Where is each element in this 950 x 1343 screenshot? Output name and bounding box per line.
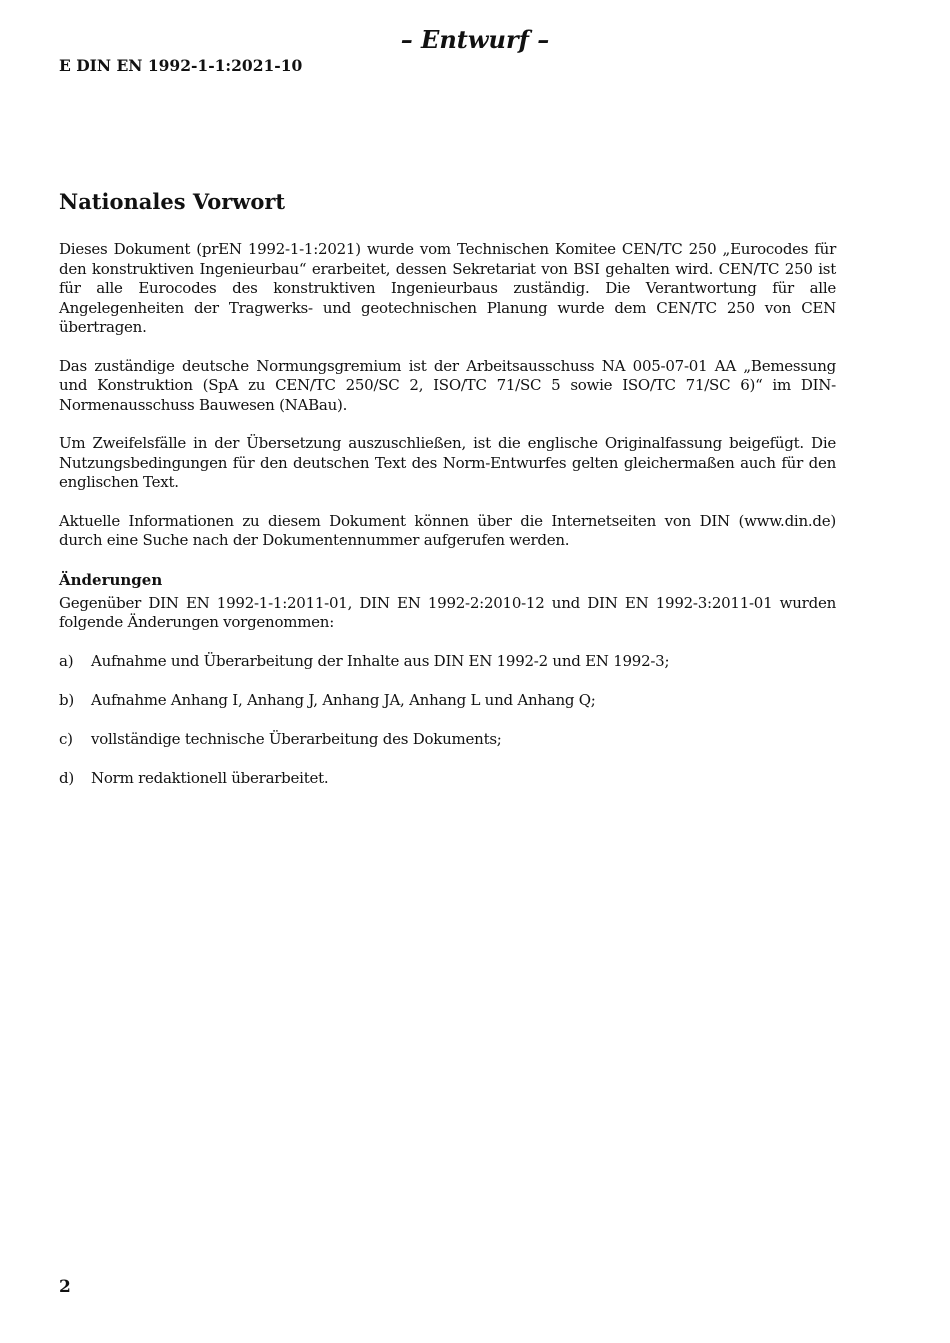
list-item-text: Aufnahme Anhang I, Anhang J, Anhang JA, Anhang L und Anhang Q; xyxy=(91,690,596,709)
list-item-marker: a) xyxy=(59,651,74,670)
section-title-nationales-vorwort: Nationales Vorwort xyxy=(59,189,286,214)
page-content xyxy=(59,188,836,808)
foreword-paragraph-2: Das zuständige deutsche Normungsgremium ist der Arbeitsausschuss NA 005-07-01 AA „Bemessung und Konstruktion (SpA zu CEN/TC 250/SC 2, ISO/TC 71/SC 5 sowie ISO/TC 71/SC 6)“ im DIN-Normenausschuss Bauwesen (NABau). xyxy=(59,356,836,414)
list-item-text: Norm redaktionell überarbeitet. xyxy=(91,768,329,787)
list-item xyxy=(59,769,836,789)
changes-list xyxy=(59,652,836,789)
list-item-marker: d) xyxy=(59,768,74,787)
draft-label: – Entwurf – xyxy=(400,25,550,54)
foreword-paragraph-3: Um Zweifelsfälle in der Übersetzung auszuschließen, ist die englische Originalfassung beigefügt. Die Nutzungsbedingungen für den deutschen Text des Norm-Entwurfes gelten gleichermaßen auch für den englischen Text. xyxy=(59,434,836,491)
foreword-paragraph-4: Aktuelle Informationen zu diesem Dokument können über die Internetseiten von DIN (www.din.de) durch eine Suche nach der Dokumentennummer aufgerufen werden. xyxy=(59,511,836,549)
page-number: 2 xyxy=(59,1277,71,1297)
document-id: E DIN EN 1992-1-1:2021-10 xyxy=(59,56,303,75)
foreword-paragraph-1: Dieses Dokument (prEN 1992-1-1:2021) wurde vom Technischen Komitee CEN/TC 250 „Eurocodes für den konstruktiven Ingenieurbau“ erarbeitet, dessen Sekretariat von BSI gehalten wird. CEN/TC 250 ist für alle Eurocodes des konstruktiven Ingenieurbaus zuständig. Die Verantwortung für alle Angelegenheiten der Tragwerks- und geotechnischen Planung wurde dem CEN/TC 250 von CEN übertragen. xyxy=(59,240,836,336)
list-item-text: vollständige technische Überarbeitung des Dokuments; xyxy=(91,729,502,748)
list-item xyxy=(59,691,836,711)
list-item-marker: b) xyxy=(59,690,74,709)
changes-intro: Gegenüber DIN EN 1992-1-1:2011-01, DIN EN 1992-2:2010-12 und DIN EN 1992-3:2011-01 wurden folgende Änderungen vorgenommen: xyxy=(59,593,836,631)
list-item-text: Aufnahme und Überarbeitung der Inhalte aus DIN EN 1992-2 und EN 1992-3; xyxy=(91,651,670,670)
list-item xyxy=(59,652,836,672)
list-item-marker: c) xyxy=(59,729,73,748)
subsection-title-aenderungen: Änderungen xyxy=(59,570,163,589)
list-item xyxy=(59,730,836,750)
